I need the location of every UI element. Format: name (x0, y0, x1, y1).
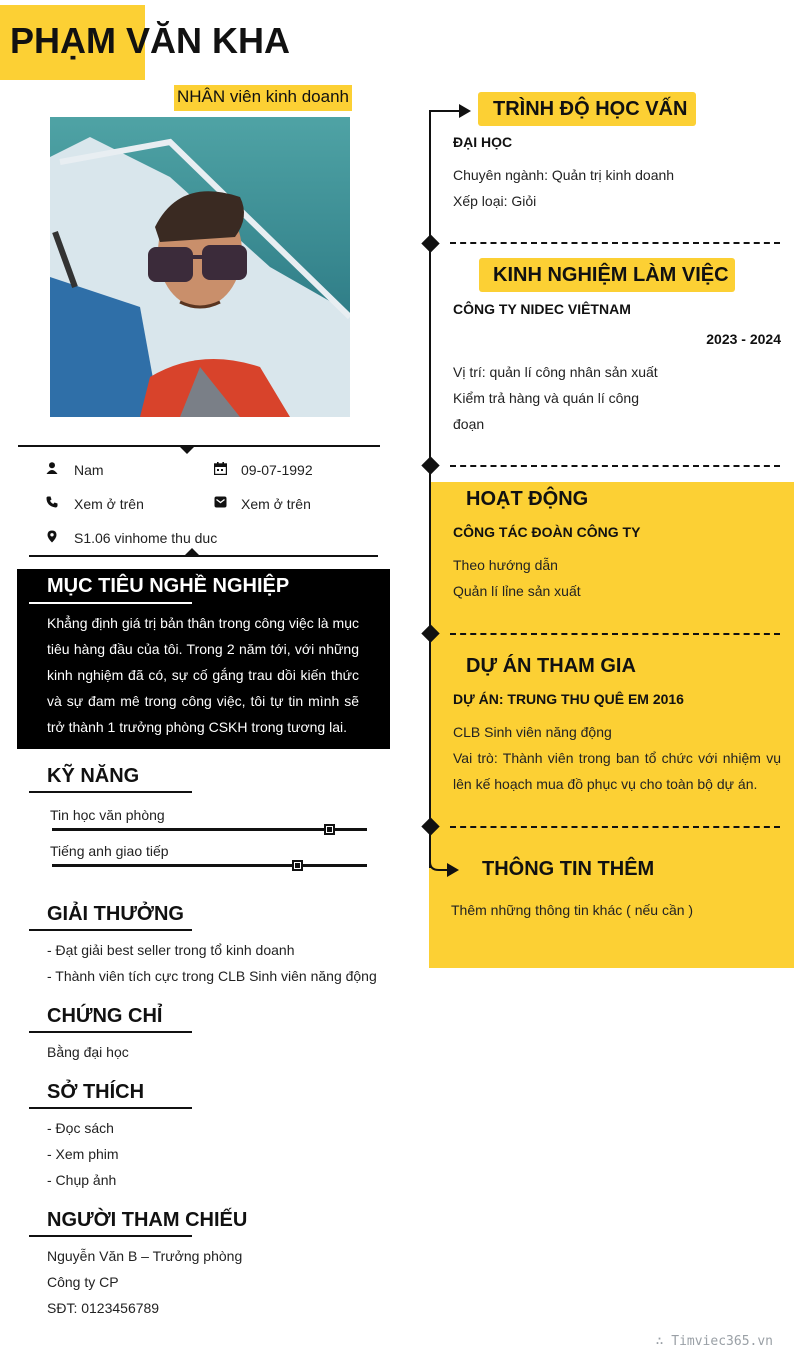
education-degree: ĐẠI HỌC (453, 134, 513, 150)
experience-duty: Kiểm trả hàng và quán lí công đoạn (453, 390, 640, 432)
reference-item: SĐT: 0123456789 (47, 1300, 160, 1316)
awards-title-rule (29, 929, 192, 931)
timeline-line (429, 118, 431, 868)
skills-title: KỸ NĂNG (47, 765, 140, 787)
objective-title-rule (29, 602, 192, 604)
activities-line: Quản lí lỉne sản xuất (453, 583, 581, 599)
certificates-title-rule (29, 1031, 192, 1033)
info-top-rule (18, 445, 380, 447)
skill-level-knob (324, 824, 335, 835)
info-top-pointer (179, 446, 195, 454)
timeline-start-arrow-icon (429, 100, 474, 122)
extra-title: THÔNG TIN THÊM (482, 858, 655, 880)
skills-title-rule (29, 791, 192, 793)
experience-company: CÔNG TY NIDEC VIÊTNAM (453, 301, 631, 317)
activities-org: CÔNG TÁC ĐOÀN CÔNG TY (453, 524, 641, 540)
skill-name: Tiếng anh giao tiếp (50, 843, 169, 859)
education-major: Chuyên ngành: Quản trị kinh doanh (453, 167, 675, 183)
activities-title: HOẠT ĐỘNG (466, 488, 589, 510)
project-role: Vai trò: Thành viên trong ban tổ chức với nhiệm vụ lên kế hoạch mua đồ phục vụ cho toàn bộ dự án. (453, 750, 781, 792)
skill-name: Tin học văn phòng (50, 807, 165, 823)
education-grade: Xếp loại: Giỏi (453, 193, 537, 209)
skill-level-knob (292, 860, 303, 871)
timeline-node (421, 234, 439, 252)
user-icon (45, 461, 59, 475)
references-title: NGƯỜI THAM CHIẾU (47, 1209, 248, 1231)
calendar-icon (213, 461, 227, 475)
candidate-name: PHẠM VĂN KHA (10, 20, 291, 61)
education-title: TRÌNH ĐỘ HỌC VẤN (493, 98, 688, 120)
phone-icon (45, 495, 59, 509)
activities-line: Theo hướng dẫn (453, 557, 558, 573)
hobbies-title: SỞ THÍCH (47, 1081, 145, 1103)
project-club: CLB Sinh viên năng động (453, 724, 612, 740)
timeline-end-arrow-icon (429, 838, 474, 883)
birthday-value: 09-07-1992 (241, 462, 313, 478)
section-divider (450, 242, 780, 244)
certificate-item: Bằng đại học (47, 1044, 129, 1060)
watermark: ∴ Timviec365.vn (655, 1334, 773, 1349)
gender-value: Nam (74, 462, 104, 478)
award-item: - Đạt giải best seller trong tổ kinh doanh (47, 942, 295, 958)
extra-text: Thêm những thông tin khác ( nếu cần ) (451, 902, 694, 918)
references-title-rule (29, 1235, 192, 1237)
watermark-text: Timviec365.vn (671, 1334, 773, 1349)
hobbies-title-rule (29, 1107, 192, 1109)
experience-role: Vị trí: quản lí công nhân sản xuất (453, 364, 658, 380)
certificates-title: CHỨNG CHỈ (47, 1005, 163, 1027)
phone-value: Xem ở trên (74, 496, 144, 512)
info-bottom-rule (29, 555, 378, 557)
candidate-position: NHÂN viên kinh doanh (174, 85, 352, 111)
address-value: S1.06 vinhome thu duc (74, 530, 218, 546)
hobby-item: - Đọc sách (47, 1120, 114, 1136)
skill-track (52, 828, 367, 831)
objective-title: MỤC TIÊU NGHỀ NGHIỆP (47, 575, 290, 597)
reference-item: Nguyễn Văn B – Trưởng phòng (47, 1248, 243, 1264)
section-divider (450, 465, 780, 467)
location-icon (45, 529, 59, 543)
skill-track (52, 864, 367, 867)
objective-text: Khẳng định giá trị bản thân trong công việc là mục tiêu hàng đầu của tôi. Trong 2 năm tới, với những kinh nghiệm đã có, sự cố gắng trau dồi kiến thức và sự đam mê trong công việc, tôi tự tin mình sẽ trở thành 1 trưởng phòng CSKH trong tương lai. (47, 615, 359, 735)
section-divider (450, 826, 780, 828)
hobby-item: - Xem phim (47, 1146, 119, 1162)
email-icon (213, 495, 227, 509)
projects-title: DỰ ÁN THAM GIA (466, 655, 636, 677)
project-name: DỰ ÁN: TRUNG THU QUÊ EM 2016 (453, 691, 684, 707)
experience-period: 2023 - 2024 (706, 331, 781, 347)
reference-item: Công ty CP (47, 1274, 119, 1290)
section-divider (450, 633, 780, 635)
email-value: Xem ở trên (241, 496, 311, 512)
award-item: - Thành viên tích cực trong CLB Sinh viên năng động (47, 968, 377, 984)
hobby-item: - Chụp ảnh (47, 1172, 117, 1188)
awards-title: GIẢI THƯỞNG (47, 903, 184, 925)
timeline-node (421, 456, 439, 474)
profile-photo (50, 117, 350, 417)
experience-title: KINH NGHIỆM LÀM VIỆC (493, 264, 729, 286)
